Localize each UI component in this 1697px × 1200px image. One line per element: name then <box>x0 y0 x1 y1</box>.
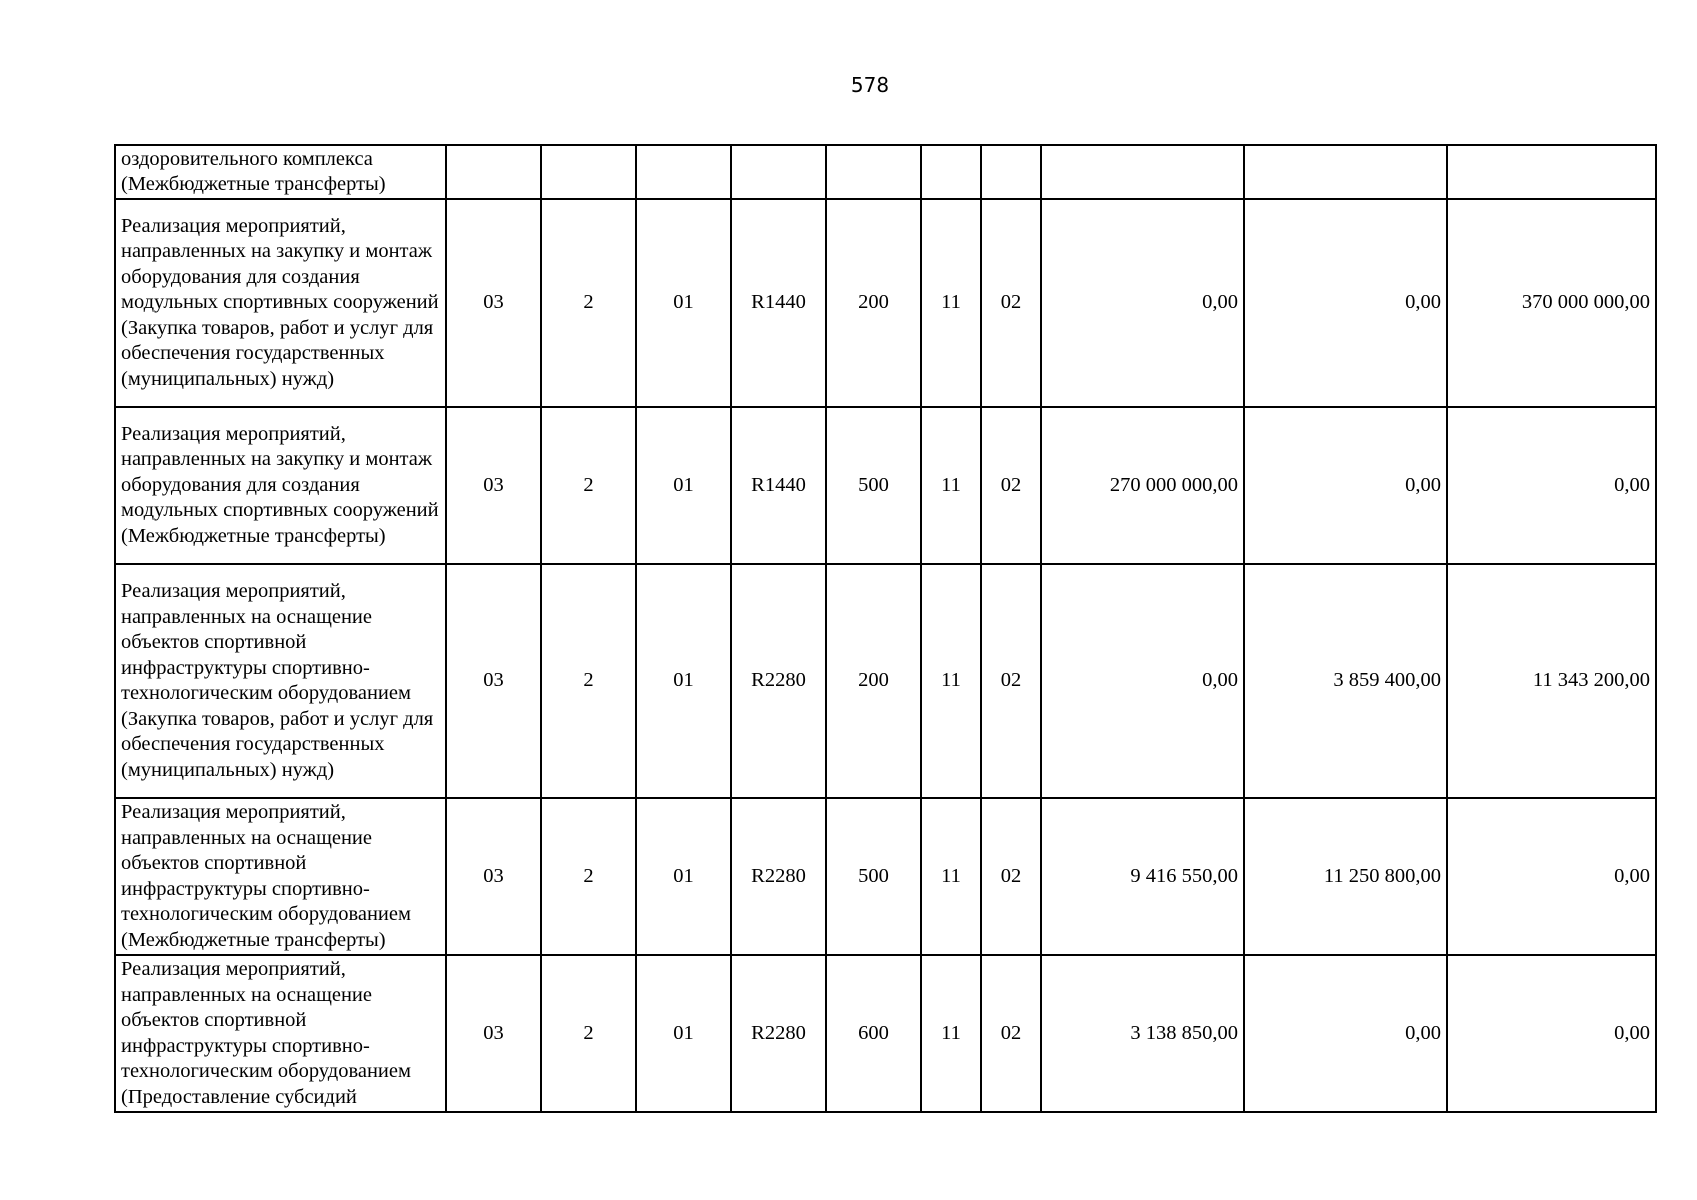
event-code: 01 <box>636 199 731 407</box>
table-row <box>115 798 1656 955</box>
table-row <box>115 407 1656 564</box>
row-description: Реализация мероприятий, направленных на закупку и монтаж оборудования для создания модульных спортивных сооружений (Межбюджетные трансферты) <box>115 407 446 564</box>
table-row <box>115 199 1656 407</box>
amount-year-1: 0,00 <box>1041 564 1244 798</box>
amount-year-3: 0,00 <box>1447 955 1656 1112</box>
subprogram-code: 2 <box>541 564 636 798</box>
subsection-code: 02 <box>981 407 1041 564</box>
program-code: 03 <box>446 564 541 798</box>
subsection-code: 02 <box>981 798 1041 955</box>
amount-year-2: 0,00 <box>1244 955 1447 1112</box>
amount-year-3 <box>1447 145 1656 199</box>
subprogram-code: 2 <box>541 199 636 407</box>
row-description: Реализация мероприятий, направленных на закупку и монтаж оборудования для создания модульных спортивных сооружений (Закупка товаров, работ и услуг для обеспечения государственных (муниципальных) нужд) <box>115 199 446 407</box>
direction-code: R1440 <box>731 199 826 407</box>
expense-type-code <box>826 145 921 199</box>
expense-type-code: 200 <box>826 564 921 798</box>
expense-type-code: 500 <box>826 407 921 564</box>
program-code <box>446 145 541 199</box>
subprogram-code: 2 <box>541 407 636 564</box>
row-description: оздоровительного комплекса (Межбюджетные трансферты) <box>115 145 446 199</box>
subprogram-code <box>541 145 636 199</box>
direction-code <box>731 145 826 199</box>
amount-year-2 <box>1244 145 1447 199</box>
amount-year-3: 0,00 <box>1447 407 1656 564</box>
page-number: 578 <box>850 73 890 97</box>
budget-table <box>114 144 1657 1113</box>
table-row <box>115 145 1656 199</box>
amount-year-3: 370 000 000,00 <box>1447 199 1656 407</box>
row-description: Реализация мероприятий, направленных на оснащение объектов спортивной инфраструктуры спортивно-технологическим оборудованием (Предоставление субсидий <box>115 955 446 1112</box>
expense-type-code: 200 <box>826 199 921 407</box>
amount-year-1: 0,00 <box>1041 199 1244 407</box>
direction-code: R2280 <box>731 955 826 1112</box>
section-code: 11 <box>921 407 981 564</box>
subsection-code: 02 <box>981 199 1041 407</box>
subsection-code: 02 <box>981 564 1041 798</box>
direction-code: R2280 <box>731 798 826 955</box>
amount-year-2: 0,00 <box>1244 407 1447 564</box>
event-code: 01 <box>636 407 731 564</box>
program-code: 03 <box>446 407 541 564</box>
section-code: 11 <box>921 955 981 1112</box>
subsection-code <box>981 145 1041 199</box>
amount-year-1: 3 138 850,00 <box>1041 955 1244 1112</box>
expense-type-code: 500 <box>826 798 921 955</box>
amount-year-1: 9 416 550,00 <box>1041 798 1244 955</box>
direction-code: R2280 <box>731 564 826 798</box>
row-description: Реализация мероприятий, направленных на оснащение объектов спортивной инфраструктуры спортивно-технологическим оборудованием (Закупка товаров, работ и услуг для обеспечения государственных (муниципальных) нужд) <box>115 564 446 798</box>
section-code: 11 <box>921 199 981 407</box>
amount-year-3: 0,00 <box>1447 798 1656 955</box>
amount-year-3: 11 343 200,00 <box>1447 564 1656 798</box>
expense-type-code: 600 <box>826 955 921 1112</box>
event-code <box>636 145 731 199</box>
section-code: 11 <box>921 564 981 798</box>
subprogram-code: 2 <box>541 955 636 1112</box>
event-code: 01 <box>636 955 731 1112</box>
program-code: 03 <box>446 199 541 407</box>
table-row <box>115 955 1656 1112</box>
section-code <box>921 145 981 199</box>
direction-code: R1440 <box>731 407 826 564</box>
subsection-code: 02 <box>981 955 1041 1112</box>
section-code: 11 <box>921 798 981 955</box>
subprogram-code: 2 <box>541 798 636 955</box>
row-description: Реализация мероприятий, направленных на оснащение объектов спортивной инфраструктуры спортивно-технологическим оборудованием (Межбюджетные трансферты) <box>115 798 446 955</box>
amount-year-2: 3 859 400,00 <box>1244 564 1447 798</box>
table-row <box>115 564 1656 798</box>
event-code: 01 <box>636 564 731 798</box>
amount-year-1 <box>1041 145 1244 199</box>
amount-year-2: 11 250 800,00 <box>1244 798 1447 955</box>
event-code: 01 <box>636 798 731 955</box>
program-code: 03 <box>446 955 541 1112</box>
amount-year-2: 0,00 <box>1244 199 1447 407</box>
amount-year-1: 270 000 000,00 <box>1041 407 1244 564</box>
program-code: 03 <box>446 798 541 955</box>
